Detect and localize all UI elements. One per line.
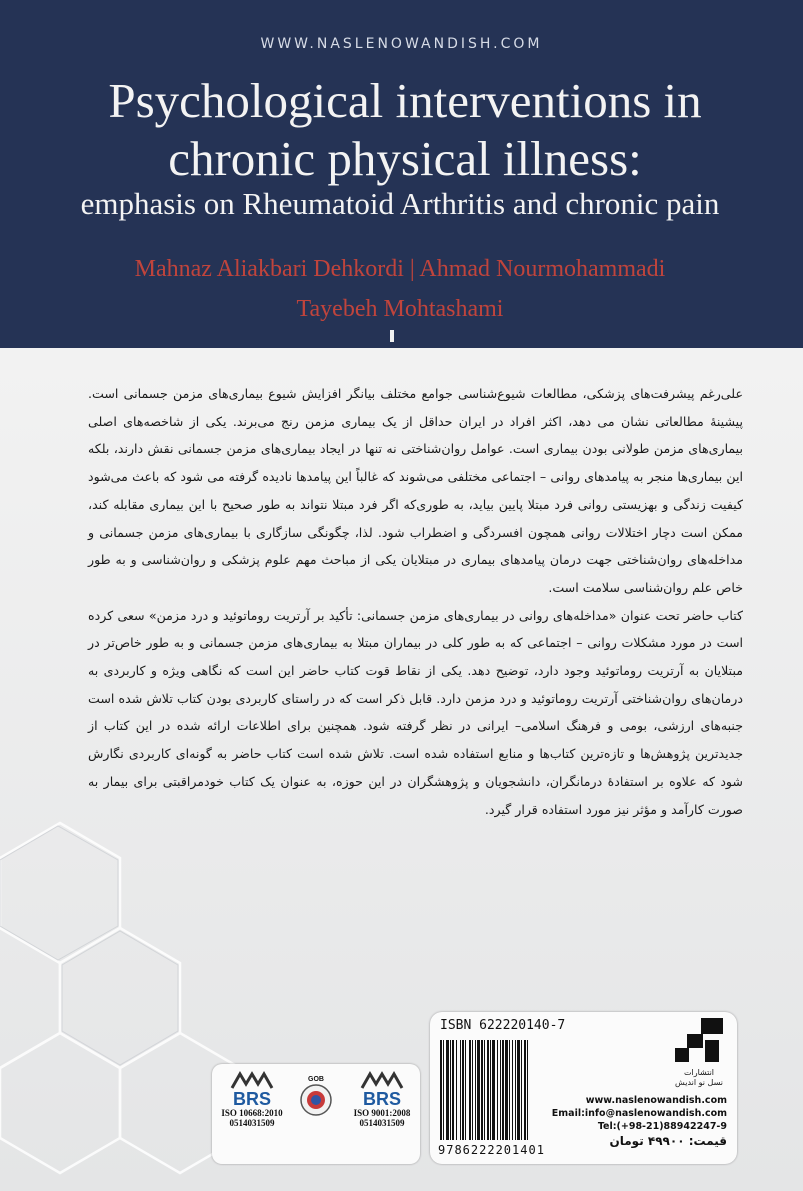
brs-label: BRS: [232, 1089, 271, 1109]
book-title: [60, 72, 750, 188]
barcode-bar: [502, 1040, 504, 1140]
barcode-bar: [527, 1040, 528, 1140]
description-paragraph-2: کتاب حاضر تحت عنوان «مداخله‌های روانی در بیماری‌های مزمن جسمانی: تأکید بر آرتریت روماتوئید و درد مزمن» سعی کرده است در مورد مشکلات روانی – اجتماعی که به طور کلی در بیماران مبتلا به بیماری‌های مزمن جسمانی و به طور خاص‌تر در مبتلایان به آرتریت روماتوئید وجود دارد، توضیح دهد. یکی از نقاط قوت کتاب حاضر این است که نگاهی ویژه و کاربردی به درمان‌های روان‌شناختی آرتریت روماتوئید و درد مزمن دارد. قابل ذکر است که در راستای کاربردی بودن کتاب تلاش شده است جنبه‌های ارزشی، بومی و فرهنگ اسلامی– ایرانی در نظر گرفته شود. همچنین برای اطلاعات ارائه شده در این کتاب از جدیدترین پژوهش‌ها و تازه‌ترین کتاب‌ها و منابع استفاده شده است. تلاش شده است کتاب حاضر به گونه‌ای کاربردی نگارش شود که علاوه بر استفادهٔ درمانگران، دانشجویان و پژوهشگران در این حوزه، به عنوان یک کتاب خودمراقبتی برای بیمار به صورت کارآمد و مؤثر نیز مورد استفاده قرار گیرد.: [88, 607, 743, 817]
barcode-bar: [460, 1040, 461, 1140]
brs-label: BRS: [362, 1089, 401, 1109]
barcode: [440, 1040, 560, 1140]
barcode-bar: [475, 1040, 476, 1140]
barcode-bar: [484, 1040, 485, 1140]
publisher-email: Email:info@naslenowandish.com: [551, 1108, 727, 1119]
cert-code-left: 0514031509: [229, 1118, 275, 1128]
publisher-logo-icon: [671, 1016, 727, 1066]
barcode-bar: [452, 1040, 454, 1140]
spine-mark: [390, 330, 394, 342]
barcode-bar: [500, 1040, 501, 1140]
brs-certificate-right: [350, 1070, 414, 1158]
barcode-bar: [517, 1040, 520, 1140]
publisher-info-box: [430, 1012, 737, 1164]
isbn: ISBN 622220140-7: [440, 1018, 566, 1033]
title-line-1: Psychological interventions in: [108, 73, 702, 128]
description-paragraph-1: علی‌رغم پیشرفت‌های پزشکی، مطالعات شیوع‌شناسی جوامع مختلف بیانگر افزایش شیوع بیماری‌های مزمن جسمانی است. پیشینهٔ مطالعاتی نشان می دهد، اکثر افراد در ایران حداقل از یک بیماری مزمن رنج می‌برند. یکی از شاخصه‌های اصلی بیماری‌های مزمن طولانی بودن بیماری است. عوامل روان‌شناختی نه تنها در ایجاد بیماری‌های مزمن جسمانی نقش دارند، بلکه این بیماری‌ها منجر به پیامدهای روانی – اجتماعی مختلفی می‌شوند که غالباً این پیامدها نادیده گرفته می شود که باعث می‌شود کیفیت زندگی و بهزیستی روانی فرد مبتلا پایین بیاید، به طوری‌که اگر فرد مبتلا نتواند به طور صحیح با این بیماری مقابله کند، ممکن است دچار اختلالات روانی همچون افسردگی و اضطراب شود. لذا، چگونگی سازگاری با بیماری‌های مزمن جسمانی و مداخله‌های روان‌شناختی جهت درمان پیامدهای بیماری در مبتلایان یکی از مباحث مهم علوم پزشکی و روان‌شناسی و به طور خاص علم روان‌شناسی سلامت است.: [88, 386, 743, 595]
barcode-bar: [456, 1040, 457, 1140]
gob-certificate: [296, 1076, 336, 1156]
cover-header: [0, 0, 803, 348]
barcode-bar: [450, 1040, 451, 1140]
cert-code-right: 0514031509: [359, 1118, 405, 1128]
brs-logo-icon: [360, 1070, 404, 1090]
barcode-bar: [465, 1040, 466, 1140]
authors-line-1: Mahnaz Aliakbari Dehkordi | Ahmad Nourmohammadi: [134, 256, 666, 282]
barcode-bar: [446, 1040, 449, 1140]
barcode-bar: [492, 1040, 495, 1140]
publisher-name-line-1: انتشارات: [683, 1068, 715, 1077]
title-line-2: chronic physical illness:: [168, 131, 642, 186]
publisher-name: [669, 1068, 729, 1088]
barcode-bar: [443, 1040, 444, 1140]
barcode-bar: [462, 1040, 464, 1140]
website-url: WWW.NASLENOWANDISH.COM: [260, 36, 543, 52]
price: قیمت: ۴۹۹۰۰ تومان: [609, 1134, 727, 1148]
barcode-number: 9786222201401: [438, 1143, 545, 1157]
iso-standard-left: ISO 10668:2010: [221, 1108, 283, 1118]
barcode-bar: [515, 1040, 516, 1140]
barcode-bar: [477, 1040, 480, 1140]
publisher-name-line-2: نسل نو اندیش: [675, 1078, 723, 1087]
book-description: [88, 380, 743, 823]
book-subtitle: emphasis on Rheumatoid Arthritis and chronic pain: [80, 186, 720, 221]
barcode-bar: [509, 1040, 510, 1140]
iso-standard-right: ISO 9001:2008: [353, 1108, 411, 1118]
barcode-bar: [524, 1040, 526, 1140]
gob-label: GOB: [308, 1076, 324, 1083]
certificates-box: [212, 1064, 420, 1164]
publisher-website: www.naslenowandish.com: [585, 1095, 727, 1106]
barcode-bar: [472, 1040, 473, 1140]
gob-seal-icon: [299, 1083, 333, 1117]
barcode-bar: [521, 1040, 522, 1140]
barcode-bar: [512, 1040, 513, 1140]
barcode-bar: [469, 1040, 471, 1140]
barcode-bar: [481, 1040, 483, 1140]
publisher-phone: Tel:(+98-21)88942247-9: [597, 1121, 727, 1132]
barcode-bar: [440, 1040, 442, 1140]
brs-logo-icon: [230, 1070, 274, 1090]
barcode-bar: [505, 1040, 508, 1140]
brs-certificate-left: [220, 1070, 284, 1158]
barcode-bar: [497, 1040, 498, 1140]
barcode-bar: [490, 1040, 491, 1140]
authors-line-2: Tayebeh Mohtashami: [296, 296, 504, 322]
barcode-bar: [487, 1040, 489, 1140]
